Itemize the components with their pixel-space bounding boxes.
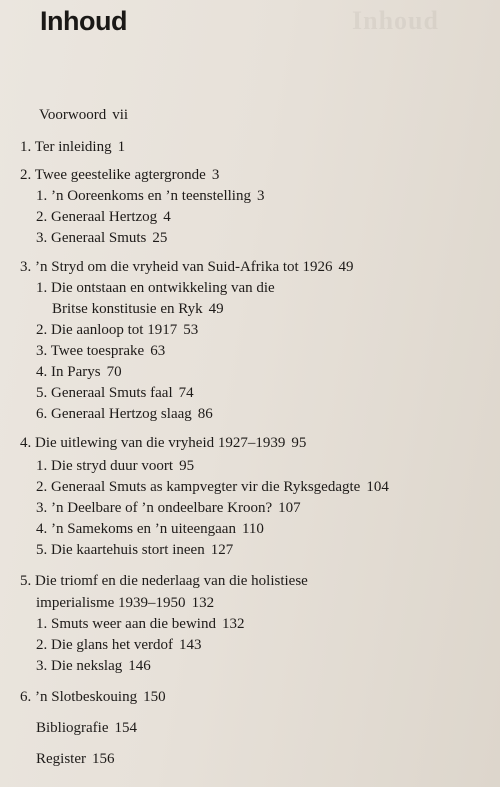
toc-entry-label: 2. Die glans het verdof — [36, 637, 174, 653]
toc-page-number: 132 — [221, 616, 245, 632]
toc-page-number: 63 — [150, 343, 166, 359]
toc-page-number: 49 — [338, 259, 354, 275]
bleed-through-text: Inhoud — [352, 6, 439, 35]
toc-page-number: 127 — [210, 542, 234, 558]
toc-section — [36, 321, 198, 339]
toc-section — [36, 615, 244, 633]
toc-page-number: 104 — [366, 479, 389, 495]
toc-page-number: 95 — [291, 435, 307, 451]
toc-section — [36, 520, 264, 538]
toc-entry-label: 1. ’n Ooreenkoms en ’n teenstelling — [36, 188, 251, 204]
toc-section — [36, 457, 194, 475]
toc-entry-label: Register — [36, 751, 86, 767]
toc-page-number: 3 — [256, 188, 265, 204]
toc-chapter-continuation — [36, 594, 214, 612]
toc-entry-label: 2. Die aanloop tot 1917 — [36, 322, 178, 338]
toc-page-number: vii — [112, 107, 129, 123]
toc-entry-label: 5. Die triomf en die nederlaag van die holistiese — [20, 573, 308, 589]
page-title: Inhoud — [40, 6, 127, 36]
toc-entry-label: 6. Generaal Hertzog slaag — [36, 406, 192, 422]
toc-chapter-3 — [20, 258, 353, 276]
toc-page-number: 110 — [241, 521, 264, 537]
toc-section — [36, 478, 389, 496]
toc-page-number: 74 — [178, 385, 194, 401]
toc-page-number: 146 — [128, 658, 151, 674]
toc-entry-label: 3. Generaal Smuts — [36, 230, 147, 246]
toc-entry-label: Voorwoord — [39, 107, 107, 123]
toc-section — [36, 541, 233, 559]
toc-page-number: 150 — [143, 689, 166, 705]
toc-entry-label: 5. Die kaartehuis stort ineen — [36, 542, 205, 558]
toc-page-number: 143 — [179, 637, 202, 653]
toc-chapter-6 — [20, 688, 166, 706]
toc-chapter-1 — [20, 138, 125, 156]
toc-entry-label: 1. Ter inleiding — [20, 139, 112, 155]
toc-section — [36, 499, 301, 517]
toc-entry-label: 4. ’n Samekoms en ’n uiteengaan — [36, 521, 236, 537]
toc-section — [36, 636, 202, 654]
toc-entry-label: 3. ’n Stryd om die vryheid van Suid-Afrika tot 1926 — [20, 259, 333, 275]
toc-entry-label: 2. Generaal Smuts as kampvegter vir die Ryksgedagte — [36, 479, 361, 495]
toc-page-number: 3 — [211, 167, 220, 183]
toc-entry-voorwoord — [39, 106, 128, 124]
toc-page-number: 132 — [191, 595, 215, 611]
toc-page-number: 4 — [163, 209, 171, 225]
toc-entry-label: 1. Smuts weer aan die bewind — [36, 616, 216, 632]
toc-section — [36, 363, 122, 381]
toc-entry-bibliografie — [36, 719, 137, 737]
toc-page-number: 49 — [208, 301, 224, 317]
toc-section — [36, 384, 194, 402]
toc-entry-label: 2. Generaal Hertzog — [36, 209, 158, 225]
toc-entry-label: imperialisme 1939–1950 — [36, 595, 186, 611]
toc-section — [36, 208, 171, 226]
toc-section — [36, 342, 165, 360]
toc-page-number: 86 — [197, 406, 213, 422]
toc-entry-label: 1. Die stryd duur voort — [36, 458, 174, 474]
toc-entry-label: 3. Twee toesprake — [36, 343, 145, 359]
toc-section — [36, 279, 275, 297]
toc-page-number: 107 — [278, 500, 301, 516]
toc-section — [36, 657, 151, 675]
toc-section — [36, 187, 264, 205]
toc-page-number: 53 — [183, 322, 199, 338]
toc-entry-register — [36, 750, 115, 768]
toc-section-continuation — [52, 300, 224, 318]
toc-entry-label: 6. ’n Slotbeskouing — [20, 689, 138, 705]
toc-chapter-5 — [20, 572, 308, 590]
toc-page-number: 154 — [114, 720, 137, 736]
toc-entry-label: 3. Die nekslag — [36, 658, 123, 674]
toc-entry-label: 4. In Parys — [36, 364, 101, 380]
toc-entry-label: Britse konstitusie en Ryk — [52, 301, 203, 317]
toc-page-number: 25 — [152, 230, 168, 246]
toc-entry-label: 4. Die uitlewing van die vryheid 1927–1939 — [20, 435, 286, 451]
toc-page-number: 156 — [92, 751, 115, 767]
toc-section — [36, 405, 213, 423]
toc-page-number: 70 — [106, 364, 122, 380]
toc-entry-label: 3. ’n Deelbare of ’n ondeelbare Kroon? — [36, 500, 273, 516]
toc-entry-label: 2. Twee geestelike agtergronde — [20, 167, 206, 183]
toc-page-number: 1 — [117, 139, 126, 155]
toc-entry-label: Bibliografie — [36, 720, 109, 736]
toc-section — [36, 229, 167, 247]
toc-chapter-2 — [20, 166, 219, 184]
toc-entry-label: 5. Generaal Smuts faal — [36, 385, 173, 401]
toc-page-number: 95 — [179, 458, 195, 474]
toc-chapter-4 — [20, 434, 306, 452]
toc-entry-label: 1. Die ontstaan en ontwikkeling van die — [36, 280, 275, 296]
